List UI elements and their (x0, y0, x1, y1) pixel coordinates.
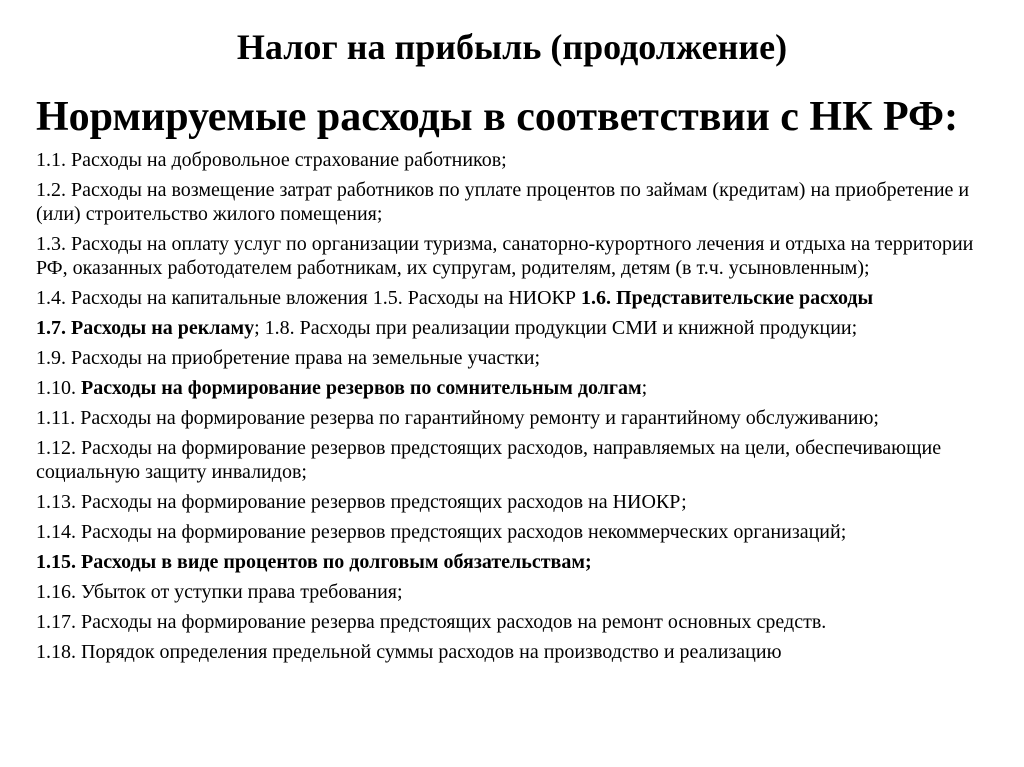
list-item-1-17: 1.17. Расходы на формирование резерва предстоящих расходов на ремонт основных средств. (36, 611, 827, 633)
list-item-bold-text: 1.6. Представительские расходы (581, 287, 874, 309)
list-item-1-15 (36, 550, 1006, 574)
list-item-1-11: 1.11. Расходы на формирование резерва по гарантийному ремонту и гарантийному обслуживанию; (36, 407, 879, 429)
slide-subtitle: Нормируемые расходы в соответствии с НК РФ: (36, 94, 959, 140)
list-item-bold-text: Расходы на формирование резервов по сомнительным долгам (81, 377, 642, 399)
list-item-1-14: 1.14. Расходы на формирование резервов предстоящих расходов некоммерческих организаций; (36, 521, 847, 543)
list-item-text: ; 1.8. Расходы при реализации продукции СМИ и книжной продукции; (254, 317, 858, 339)
list-item-prefix: 1.10. (36, 377, 81, 399)
list-item-1-9: 1.9. Расходы на приобретение права на земельные участки; (36, 347, 541, 369)
list-item-1-16: 1.16. Убыток от уступки права требования; (36, 581, 403, 603)
expense-list (36, 148, 1006, 670)
list-item-1-18: 1.18. Порядок определения предельной суммы расходов на производство и реализацию (36, 641, 782, 663)
list-item-1-2: 1.2. Расходы на возмещение затрат работников по уплате процентов по займам (кредитам) на приобретение и (или) строительство жилого помещения; (36, 179, 970, 225)
list-item-1-1: 1.1. Расходы на добровольное страхование работников; (36, 149, 507, 171)
list-item-bold-text: 1.7. Расходы на рекламу (36, 317, 255, 339)
list-item-1-7-to-1-8 (36, 316, 1006, 340)
list-item-bold-text: 1.15. Расходы в виде процентов по долговым обязательствам; (36, 551, 592, 573)
list-item-1-13: 1.13. Расходы на формирование резервов предстоящих расходов на НИОКР; (36, 491, 687, 513)
slide-title: Налог на прибыль (продолжение) (236, 27, 788, 67)
list-item-1-3: 1.3. Расходы на оплату услуг по организации туризма, санаторно-курортного лечения и отдыха на территории РФ, оказанных работодателем работникам, их супругам, родителям, детям (в т.ч. усыновленным); (36, 233, 974, 279)
list-item-suffix: ; (641, 377, 648, 399)
list-item-text: 1.4. Расходы на капитальные вложения 1.5. Расходы на НИОКР (36, 287, 582, 309)
list-item-1-4-to-1-6 (36, 286, 1006, 310)
list-item-1-10 (36, 376, 1006, 400)
list-item-1-12: 1.12. Расходы на формирование резервов предстоящих расходов, направляемых на цели, обеспечивающие социальную защиту инвалидов; (36, 437, 942, 483)
